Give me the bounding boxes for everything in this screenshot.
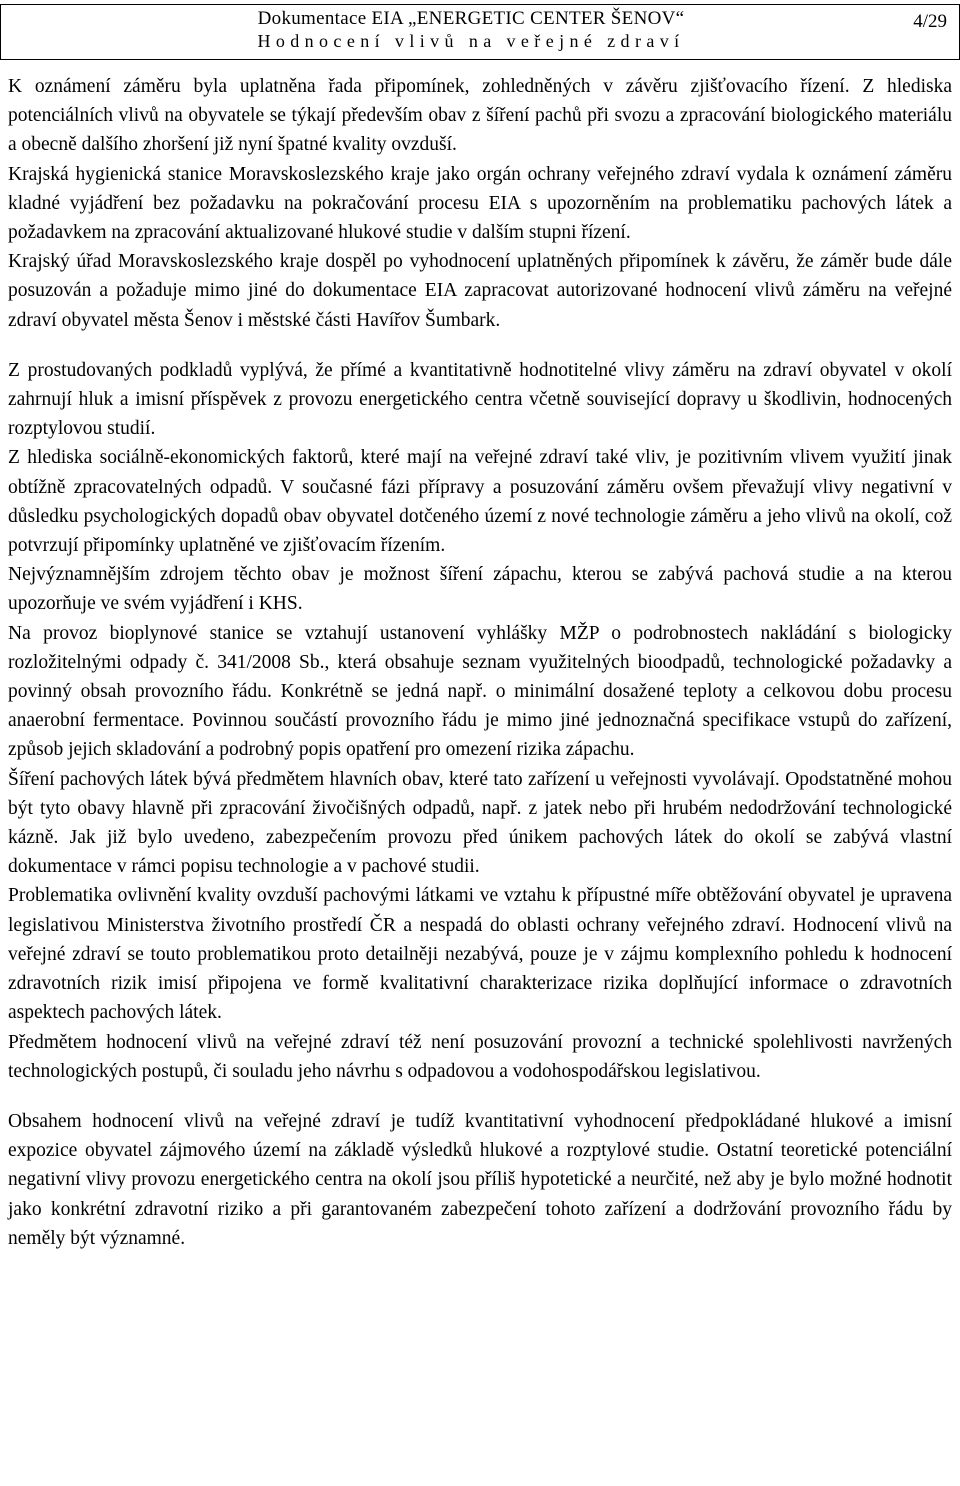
paragraph-socioeconomic: Z hlediska sociálně-ekonomických faktorů, které mají na veřejné zdraví také vliv, je pozitivním vlivem využití jinak obtížně zpracovatelných odpadů. V současné fázi přípravy a posuzování záměru ovšem převažují vlivy negativní v důsledku psychologických dopadů obav obyvatel dotčeného území z nové technologie záměru a jeho vlivů na okolí, což potvrzují připomínky uplatněné ve zjišťovacím řízením. — [8, 447, 952, 557]
paragraph-khs-statement: Krajská hygienická stanice Moravskoslezského kraje jako orgán ochrany veřejného zdraví vydala k oznámení záměru kladné vyjádření bez požadavku na pokračování procesu EIA s upozorněním na problematiku pachových látek a požadavkem na zpracování aktualizované hlukové studie v dalším stupni řízení. — [8, 163, 952, 244]
paragraph-intro: K oznámení záměru byla uplatněna řada připomínek, zohledněných v závěru zjišťovacího řízení. Z hlediska potenciálních vlivů na obyvatele se týkají především obav z šíření pachů při svozu a zpracování biologického materiálu a obecně dalšího zhoršení již nyní špatné kvality ovzduší. — [8, 76, 952, 156]
document-body — [8, 72, 952, 1253]
document-subtitle: Hodnocení vlivů na veřejné zdraví — [257, 31, 685, 51]
page-number: 4/29 — [913, 11, 947, 32]
paragraph-scope-exclusions: Předmětem hodnocení vlivů na veřejné zdraví též není posuzování provozní a technické spolehlivosti navržených technologických postupů, či souladu jeho návrhu s odpadovou a vodohospodářskou legislativou. — [8, 1031, 952, 1082]
document-title: Dokumentace EIA „ENERGETIC CENTER ŠENOV“ — [257, 8, 685, 29]
paragraph-assessment-content: Obsahem hodnocení vlivů na veřejné zdraví je tudíž kvantitativní vyhodnocení předpokládané hlukové a imisní expozice obyvatel zájmového území na základě výsledků hlukové a rozptylové studie. Ostatní teoretické potenciální negativní vlivy provozu energetického centra na okolí jsou příliš hypotetické a neurčité, než aby je bylo možné hodnotit jako konkrétní zdravotní riziko a při garantovaném zabezpečení tohoto zařízení a dodržování provozního řádu by neměly být významné. — [8, 1110, 952, 1249]
paragraph-legislation: Na provoz bioplynové stanice se vztahují ustanovení vyhlášky MŽP o podrobnostech nakládání s biologicky rozložitelnými odpady č. 341/2008 Sb., která obsahuje seznam využitelných bioodpadů, technologické požadavky a povinný obsah provozního řádu. Konkrétně se jedná např. o minimální dosažené teploty a celkovou dobu procesu anaerobní fermentace. Povinnou součástí provozního řádu je mimo jiné jednoznačná specifikace vstupů do zařízení, způsob jejich skladování a podrobný popis opatření pro omezení rizika zápachu. — [8, 622, 952, 761]
paragraph-regional-office: Krajský úřad Moravskoslezského kraje dospěl po vyhodnocení uplatněných připomínek k závěru, že záměr bude dále posuzován a požaduje mimo jiné do dokumentace EIA zapracovat autorizované hodnocení vlivů záměru na veřejné zdraví obyvatel města Šenov i městské části Havířov Šumbark. — [8, 251, 952, 331]
paragraph-direct-impacts: Z prostudovaných podkladů vyplývá, že přímé a kvantitativně hodnotitelné vlivy záměru na zdraví obyvatel v okolí zahrnují hluk a imisní příspěvek z provozu energetického centra včetně související dopravy u škodlivin, hodnocených rozptylovou studií. — [8, 359, 952, 440]
paragraph-air-quality: Problematika ovlivnění kvality ovzduší pachovými látkami ve vztahu k přípustné míře obtěžování obyvatel je upravena legislativou Ministerstva životního prostředí ČR a nespadá do oblasti ochrany veřejného zdraví. Hodnocení vlivů na veřejné zdraví se touto problematikou proto detailněji nezabývá, pouze je v zájmu komplexního pohledu k hodnocení zdravotních rizik imisí připojena ve formě kvalitativní charakterizace rizika doplňující informace o zdravotních aspektech pachových látek. — [8, 885, 952, 1024]
paragraph-odour-spread: Šíření pachových látek bývá předmětem hlavních obav, které tato zařízení u veřejnosti vyvolávají. Opodstatněné mohou být tyto obavy hlavně při zpracování živočišných odpadů, např. z jatek nebo při hrubém nedodržování technologické kázně. Jak již bylo uvedeno, zabezpečením provozu před únikem pachových látek do okolí se zabývá vlastní dokumentace v rámci popisu technologie a v pachové studii. — [8, 768, 952, 878]
header-center — [1, 8, 941, 52]
page-header — [0, 4, 960, 60]
paragraph-odour-concerns: Nejvýznamnějším zdrojem těchto obav je možnost šíření zápachu, kterou se zabývá pachová studie a na kterou upozorňuje ve svém vyjádření i KHS. — [8, 564, 952, 615]
